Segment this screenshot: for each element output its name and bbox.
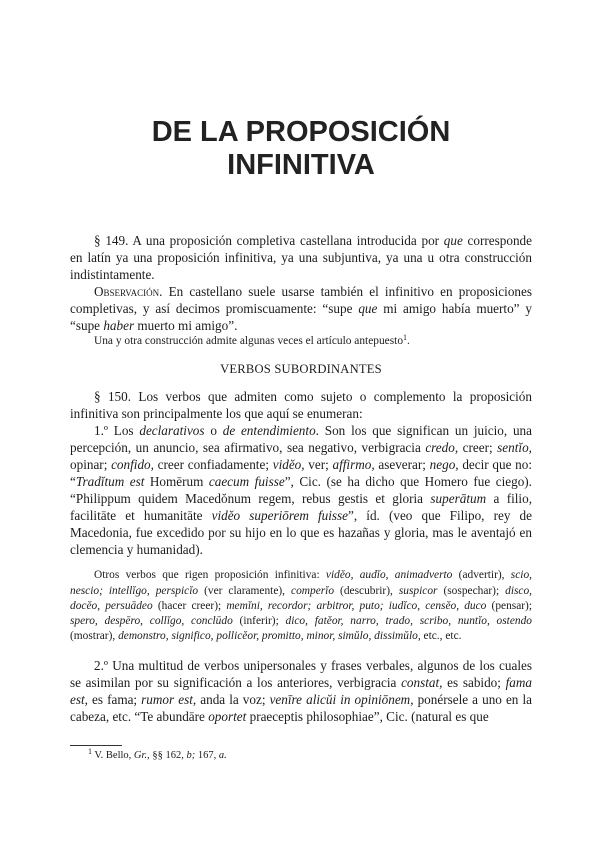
body-text: [70, 232, 532, 725]
page-title: [70, 116, 532, 182]
title-line-1: DE LA PROPOSICIÓN: [151, 116, 451, 148]
paragraph-observacion-note: Una y otra construcción admite algunas veces el artículo antepuesto$^1$.: [94, 333, 410, 347]
paragraph-item-2: 2.º Una multitud de verbos unipersonales y frases verbales, algunos de los cuales se asimilan por su significación a los anteriores, verbigracia constat, es sabido; fama est, es fama; rumor est, anda la voz; venīre alicŭi in opiniōnem, ponérsele a uno en la cabeza, etc. “Te abundāre oportet praeceptis philosophiae”, Cic. (natural es que: [70, 657, 532, 724]
paragraph-150: § 150. Los verbos que admiten como sujeto o complemento la proposición infinitiva son principalmente los que aquí se enumeran:: [70, 389, 532, 422]
footnote: $^1$ V. Bello, Gr., §§ 162, b; 167, a.: [88, 747, 227, 761]
observacion-label: Observación: [94, 284, 160, 299]
footnote-reference[interactable]: 1: [403, 333, 408, 342]
section-mark-149: § 149.: [94, 233, 129, 248]
section-subheading: VERBOS SUBORDINANTES: [220, 362, 382, 377]
title-line-2: INFINITIVA: [227, 149, 375, 181]
section-mark-150: § 150.: [94, 389, 132, 405]
footnote-number: 1: [88, 747, 92, 756]
paragraph-149: § 149. A una proposición completiva castellana introducida por que corresponde en latín ya una proposición infinitiva, ya una subjuntiva, ya una u otra construcción indistintamente.: [70, 233, 532, 282]
paragraph-observacion: Observación. En castellano suele usarse también el infinitivo en proposiciones completivas, y así decimos promiscuamente: “supe que mi amigo había muerto” y “supe haber muerto mi amigo”.: [70, 284, 532, 333]
paragraph-item-1: 1.º Los declarativos o de entendimiento. Son los que significan un juicio, una percepción, un anuncio, sea afirmativo, sea negativo, verbigracia credo, creer; sentĭo, opinar; confido, creer confiadamente; vidĕo, ver; affirmo, aseverar; nego, decir que no: “Tradĭtum est Homērum caecum fuisse”, Cic. (se ha dicho que Homero fue ciego). “Philippum quidem Macedŏnum regem, rebus gestis et gloria superātum a filio, facilitāte et humanitāte vidĕo superiōrem fuisse”, íd. (veo que Filipo, rey de Macedonia, fue excedido por su hijo en lo que es hazañas y gloria, mas le aventajó en clemencia y humanidad).: [70, 423, 533, 558]
footnote-divider: [70, 745, 122, 746]
paragraph-otros-verbos: Otros verbos que rigen proposición infinitiva: vidĕo, audĭo, animadverto (advertir), scio, nescio; intellĭgo, perspicĭo (ver claramente), comperĭo (descubrir), suspicor (sospechar); disco, docĕo, persuādeo (hacer creer); memĭni, recordor; arbitror, puto; iudĭco, censĕo, duco (pensar); spero, despēro, collĭgo, conclūdo (inferir); dico, fatĕor, narro, trado, scribo, nuntĭo, ostendo (mostrar), demonstro, significo, pollicĕor, promitto, minor, simŭlo, dissimŭlo, etc., etc.: [70, 569, 533, 643]
